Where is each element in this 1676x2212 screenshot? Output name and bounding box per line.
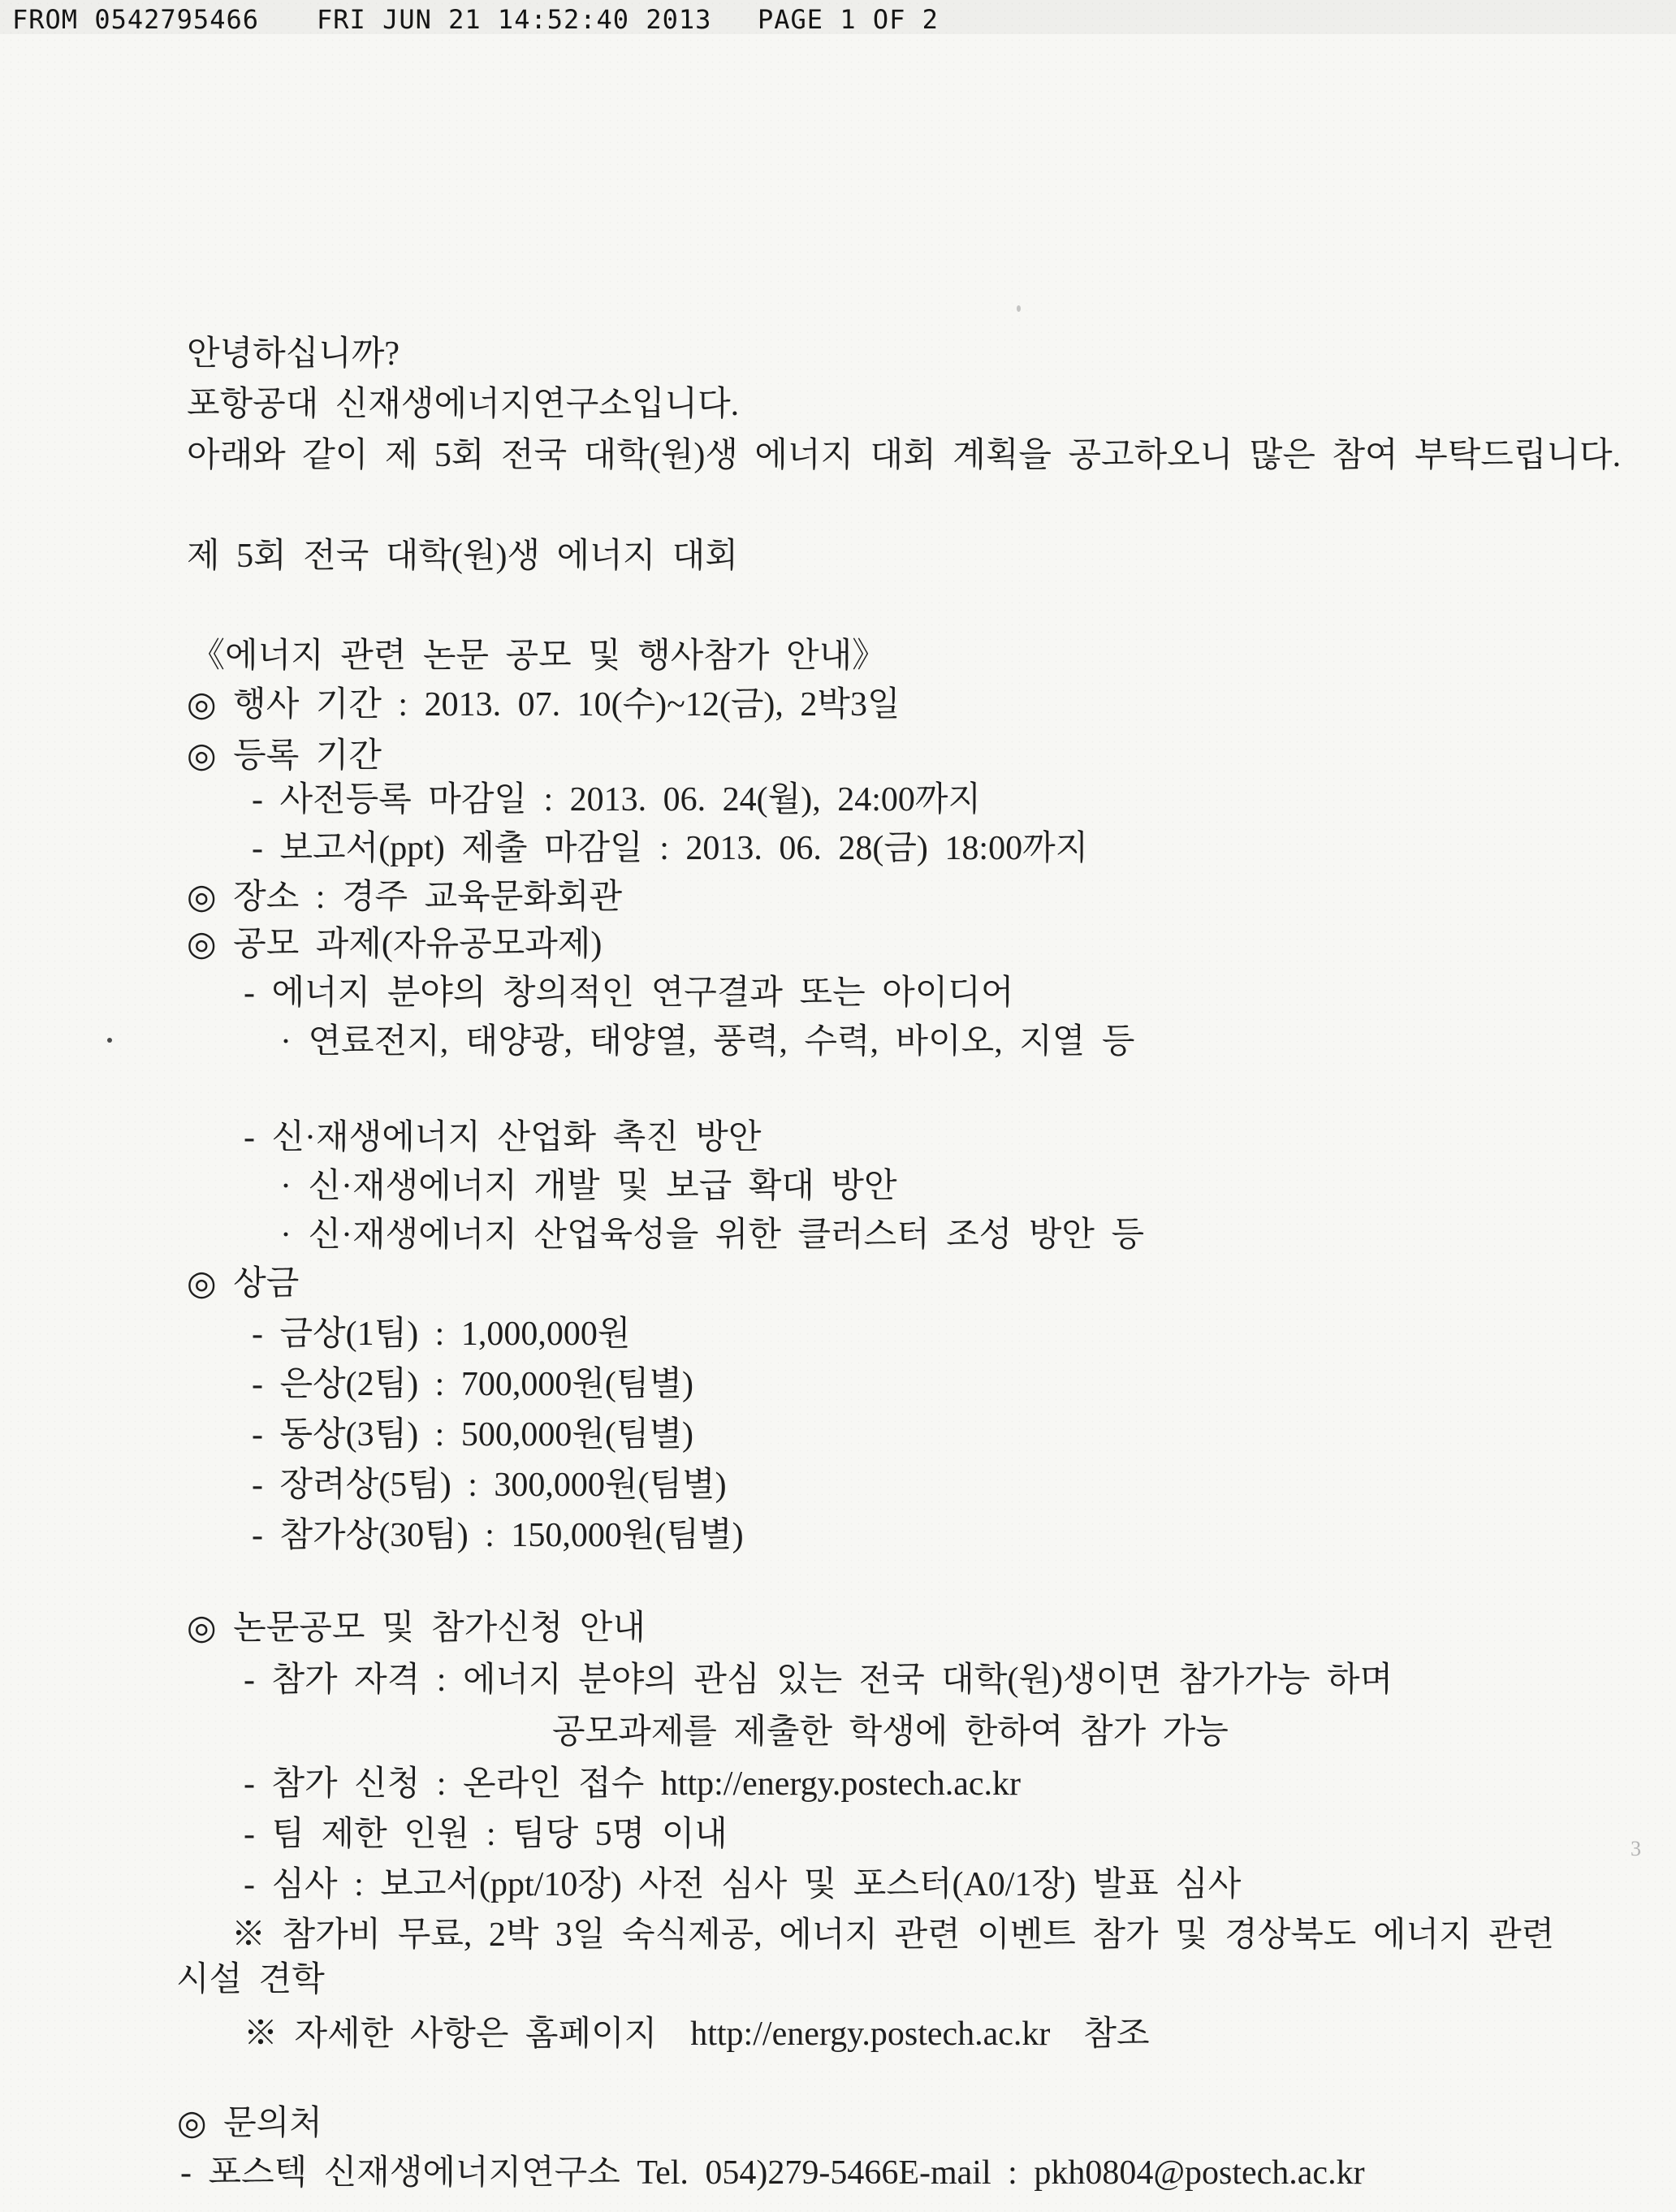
prize-bronze: - 동상(3팀) : 500,000원(팀별)	[252, 1416, 694, 1454]
item-report-deadline: - 보고서(ppt) 제출 마감일 : 2013. 06. 28(금) 18:00까지	[252, 830, 1089, 867]
event-title: 제 5회 전국 대학(원)생 에너지 대회	[187, 538, 738, 575]
fax-header-from: FROM 0542795466	[12, 4, 259, 35]
stray-dot-artifact	[107, 1038, 112, 1043]
apply-line: - 참가 신청 : 온라인 접수 http://energy.postech.ac.kr	[244, 1765, 1021, 1803]
item-contest-topics: ◎ 공모 과제(자유공모과제)	[187, 926, 603, 963]
prize-silver: - 은상(2팀) : 700,000원(팀별)	[252, 1366, 694, 1403]
greeting-line: 안녕하십니까?	[187, 335, 400, 373]
prize-gold: - 금상(1팀) : 1,000,000원	[252, 1316, 631, 1353]
prize-encouragement: - 장려상(5팀) : 300,000원(팀별)	[252, 1467, 727, 1504]
sender-line: 포항공대 신재생에너지연구소입니다.	[187, 386, 740, 423]
speck-artifact	[1017, 305, 1021, 312]
prizes-heading: ◎ 상금	[187, 1265, 300, 1303]
eligibility-line-2: 공모과제를 제출한 학생에 한하여 참가 가능	[552, 1713, 1229, 1751]
prize-participation: - 참가상(30팀) : 150,000원(팀별)	[252, 1517, 744, 1554]
item-topic-industrialization-d2: · 신·재생에너지 산업육성을 위한 클러스터 조성 방안 등	[280, 1216, 1145, 1254]
smudge-artifact: 3	[1631, 1837, 1641, 1860]
note-fee-line-1: ※ 참가비 무료, 2박 3일 숙식제공, 에너지 관련 이벤트 참가 및 경상북도 에너지 관련	[231, 1916, 1555, 1954]
item-topic-idea: - 에너지 분야의 창의적인 연구결과 또는 아이디어	[244, 974, 1014, 1012]
application-heading: ◎ 논문공모 및 참가신청 안내	[187, 1609, 646, 1647]
note-homepage-line: ※ 자세한 사항은 홈페이지 http://energy.postech.ac.kr 참조	[244, 2015, 1150, 2053]
note-fee-line-2: 시설 견학	[176, 1961, 325, 1998]
contact-heading: ◎ 문의처	[177, 2105, 322, 2142]
section-heading: 《에너지 관련 논문 공모 및 행사참가 안내》	[191, 637, 887, 675]
item-topic-industrialization: - 신·재생에너지 산업화 촉진 방안	[244, 1119, 762, 1156]
fax-header-page: PAGE 1 OF 2	[758, 4, 939, 35]
eligibility-line-1: - 참가 자격 : 에너지 분야의 관심 있는 전국 대학(원)생이면 참가가능 하며	[244, 1661, 1393, 1699]
item-registration-period: ◎ 등록 기간	[187, 737, 382, 775]
judging-line: - 심사 : 보고서(ppt/10장) 사전 심사 및 포스터(A0/1장) 발표 심사	[244, 1866, 1242, 1903]
item-venue: ◎ 장소 : 경주 교육문화회관	[187, 879, 623, 916]
team-limit-line: - 팀 제한 인원 : 팀당 5명 이내	[244, 1816, 728, 1853]
contact-detail-line: - 포스텍 신재생에너지연구소 Tel. 054)279-5466E-mail : pkh0804@postech.ac.kr	[180, 2154, 1365, 2192]
item-topic-industrialization-d1: · 신·재생에너지 개발 및 보급 확대 방안	[280, 1168, 897, 1205]
item-pre-registration-deadline: - 사전등록 마감일 : 2013. 06. 24(월), 24:00까지	[252, 781, 982, 819]
item-topic-idea-detail: · 연료전지, 태양광, 태양열, 풍력, 수력, 바이오, 지열 등	[280, 1023, 1135, 1061]
fax-header-datetime: FRI JUN 21 14:52:40 2013	[317, 4, 712, 35]
announcement-line: 아래와 같이 제 5회 전국 대학(원)생 에너지 대회 계획을 공고하오니 많은 참여 부탁드립니다.	[187, 437, 1622, 474]
item-event-period: ◎ 행사 기간 : 2013. 07. 10(수)~12(금), 2박3일	[187, 686, 901, 724]
